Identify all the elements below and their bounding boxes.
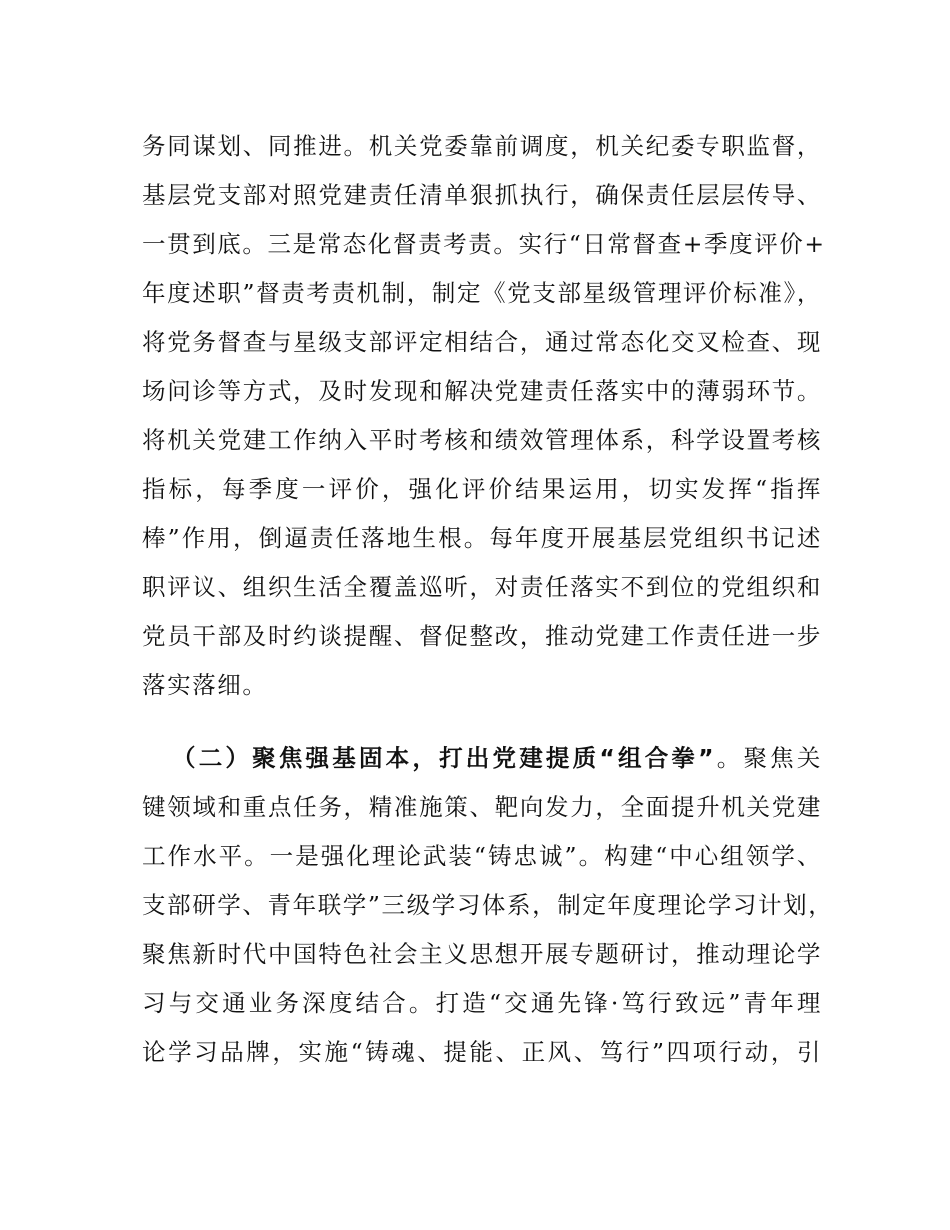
paragraph-line: 支部研学、青年联学”三级学习体系，制定年度理论学习计划，	[142, 891, 834, 919]
paragraph-responsibility	[142, 122, 826, 710]
paragraph-line: 论学习品牌，实施“铸魂、提能、正风、笃行”四项行动，引	[142, 1038, 822, 1066]
paragraph-line: 一贯到底。三是常态化督责考责。实行“日常督查+季度评价+	[142, 230, 826, 258]
paragraph-line: 党员干部及时约谈提醒、督促整改，推动党建工作责任进一步	[142, 622, 822, 650]
paragraph-line: 职评议、组织生活全覆盖巡听，对责任落实不到位的党组织和	[142, 573, 822, 601]
paragraph-line: 将党务督查与星级支部评定相结合，通过常态化交叉检查、现	[142, 328, 822, 356]
paragraph-line: 基层党支部对照党建责任清单狠抓执行，确保责任层层传导、	[142, 181, 822, 209]
paragraph-line: 将机关党建工作纳入平时考核和绩效管理体系，科学设置考核	[142, 426, 822, 454]
section-heading: （二）聚焦强基固本，打出党建提质“组合拳”	[172, 744, 716, 772]
heading-continuation: 。聚焦关	[715, 744, 822, 772]
paragraph-first-line	[142, 734, 822, 783]
paragraph-strengthen-foundation	[142, 734, 834, 1077]
paragraph-line: 场问诊等方式，及时发现和解决党建责任落实中的薄弱环节。	[142, 377, 822, 405]
paragraph-line: 习与交通业务深度结合。打造“交通先锋·笃行致远”青年理	[142, 989, 822, 1017]
paragraph-line: 年度述职”督责考责机制，制定《党支部星级管理评价标准》，	[142, 279, 822, 307]
paragraph-line: 棒”作用，倒逼责任落地生根。每年度开展基层党组织书记述	[142, 524, 822, 552]
paragraph-line: 键领域和重点任务，精准施策、靶向发力，全面提升机关党建	[142, 793, 822, 821]
paragraph-line: 落实落细。	[142, 671, 268, 699]
paragraph-line: 工作水平。一是强化理论武装“铸忠诚”。构建“中心组领学、	[142, 842, 822, 870]
paragraph-line: 指标，每季度一评价，强化评价结果运用，切实发挥“指挥	[142, 475, 822, 503]
paragraph-line: 务同谋划、同推进。机关党委靠前调度，机关纪委专职监督，	[142, 132, 822, 160]
paragraph-line: 聚焦新时代中国特色社会主义思想开展专题研讨，推动理论学	[142, 940, 822, 968]
